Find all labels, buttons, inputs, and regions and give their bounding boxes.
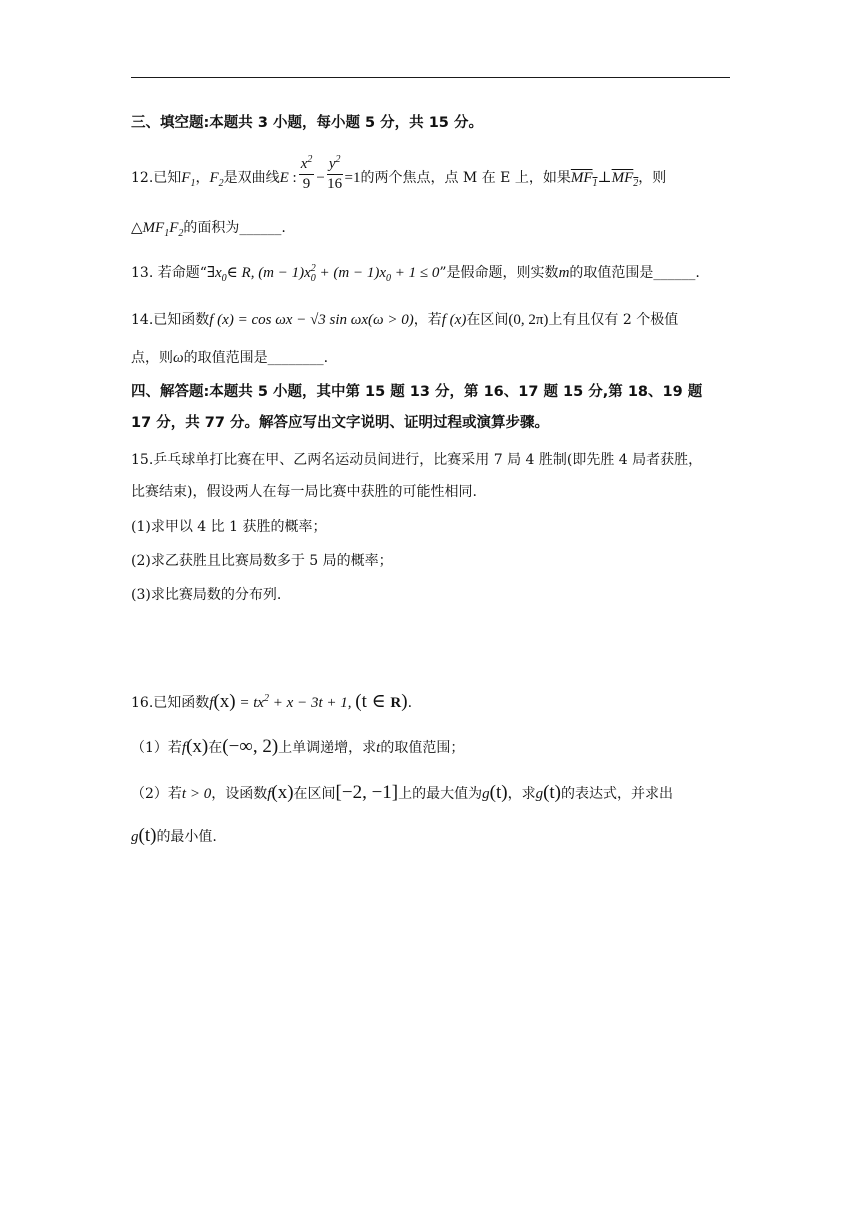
q14-mid-2: 在区间 — [466, 312, 509, 328]
q16-p2-gt: g(t) — [482, 782, 508, 803]
q12-mid: 是双曲线 — [223, 169, 280, 186]
q12-sep: ， — [195, 169, 210, 186]
q12-f2: $F_2$ — [209, 169, 224, 189]
question-14-line-1 — [131, 313, 678, 328]
question-14-line-2 — [131, 351, 328, 366]
q14-function: f (x) = cos ωx − √3 sin ωx(ω > 0) — [209, 312, 414, 328]
section-3-heading: 三、填空题:本题共 3 小题，每小题 5 分，共 15 分。 — [131, 115, 483, 131]
q13-prefix: 13. 若命题“ — [131, 265, 207, 281]
question-13 — [131, 263, 700, 284]
section-4-heading-line-2: 17 分，共 77 分。解答应写出文字说明、证明过程或演算步骤。 — [131, 415, 549, 431]
q16-end: . — [407, 695, 413, 711]
q13-formula: $\exists x_0\in$ R, $(m - 1)x^2_0 + (m - 1)x_0 + 1 \le 0$ — [206, 263, 440, 284]
q12-text2: 的两个焦点，点 M 在 E 上，如果 — [360, 169, 571, 186]
q12-vector-1: $MF_1$ — [570, 169, 598, 189]
q12-prefix: 12.已知 — [131, 169, 182, 186]
q16-p3-text: 的最小值. — [156, 829, 217, 845]
question-16-part-2-line-2 — [131, 826, 217, 845]
question-15-part-3: (3)求比赛局数的分布列. — [131, 587, 282, 603]
q16-p2-gt-2: g(t) — [535, 782, 562, 803]
q16-p2-fx: f(x) — [267, 782, 294, 803]
question-16-part-1 — [131, 737, 464, 756]
question-15-line-2: 比赛结束)，假设两人在每一局比赛中获胜的可能性相同. — [131, 484, 477, 500]
q16-p3-gt: g(t) — [131, 825, 157, 846]
question-12-line-1 — [131, 154, 667, 196]
q12-fraction-x: $\frac{x^2}{9}$ — [300, 154, 313, 192]
q16-p1-prefix: （1）若 — [131, 740, 182, 756]
q16-p2-c: 上的最大值为 — [398, 786, 483, 802]
q12-perp: ⊥ — [597, 169, 612, 186]
q16-p1-interval: (−∞, 2) — [222, 736, 279, 757]
q12-triangle-name: $MF_1F_2$ — [142, 220, 184, 239]
q13-var-m: m — [558, 265, 570, 281]
q14-prefix: 14.已知函数 — [131, 312, 210, 328]
header-rule — [131, 77, 730, 78]
q16-prefix: 16.已知函数 — [131, 695, 210, 711]
q14-mid: ，若 — [413, 312, 442, 328]
q16-p2-interval: [−2, −1] — [335, 782, 399, 803]
q14-line2-text: 的取值范围是 — [183, 350, 268, 366]
q12-answer-blank: ______. — [239, 220, 286, 236]
q16-p2-prefix: （2）若 — [131, 786, 182, 802]
question-15-part-1: (1)求甲以 4 比 1 获胜的概率； — [131, 519, 327, 535]
question-15-line-1: 15.乒乓球单打比赛在甲、乙两名运动员间进行，比赛采用 7 局 4 胜制(即先胜 4 局者获胜， — [131, 452, 703, 468]
q14-answer-blank: ________. — [267, 350, 329, 366]
q16-p1-t: t — [376, 740, 381, 756]
q16-p1-tail: 的取值范围； — [380, 740, 465, 756]
q13-suffix-2: 的取值范围是 — [569, 265, 654, 281]
question-16-stem — [131, 692, 412, 711]
q12-minus: − — [316, 169, 325, 186]
question-16-part-2 — [131, 783, 673, 802]
q16-p2-condition: t > 0 — [181, 786, 212, 802]
q16-p2-e: 的表达式，并求出 — [561, 786, 674, 802]
section-4-heading-line-1: 四、解答题:本题共 5 小题，其中第 15 题 13 分，第 16、17 题 15 分,第 18、19 题 — [131, 384, 703, 400]
q12-area-text: 的面积为 — [183, 220, 240, 236]
q12-f1: $F_1$ — [181, 169, 196, 189]
q12-eq-one: =1 — [344, 169, 361, 186]
q14-omega: ω — [173, 350, 184, 366]
q16-function: $f(x) = tx^2 + x - 3t + 1$, (t ∈ R) — [209, 691, 408, 712]
q14-line2-prefix: 点，则 — [131, 350, 173, 366]
q12-vector-2: $MF_2$ — [611, 169, 639, 189]
question-15-part-2: (2)求乙获胜且比赛局数多于 5 局的概率； — [131, 553, 393, 569]
q13-suffix: ”是假命题，则实数 — [439, 265, 559, 281]
q12-fraction-y: $\frac{y^2}{16}$ — [327, 154, 343, 192]
q16-p1-in: 在 — [208, 740, 223, 756]
q16-p2-d: ，求 — [507, 786, 536, 802]
q16-p1-fx: f(x) — [181, 736, 209, 757]
q12-tail: ，则 — [638, 169, 667, 186]
question-12-line-2 — [131, 220, 286, 239]
q13-answer-blank: ______. — [653, 265, 700, 281]
q14-fx: f (x) — [441, 312, 467, 328]
q16-p1-mid: 上单调递增，求 — [278, 740, 377, 756]
q14-tail: 上有且仅有 2 个极值 — [548, 312, 679, 328]
q12-curve: E : — [279, 169, 297, 186]
q16-p2-b: 在区间 — [293, 786, 336, 802]
q14-interval: (0, 2π) — [508, 312, 549, 328]
q16-p2-a: ，设函数 — [211, 786, 268, 802]
q12-triangle-symbol: △ — [131, 220, 143, 236]
